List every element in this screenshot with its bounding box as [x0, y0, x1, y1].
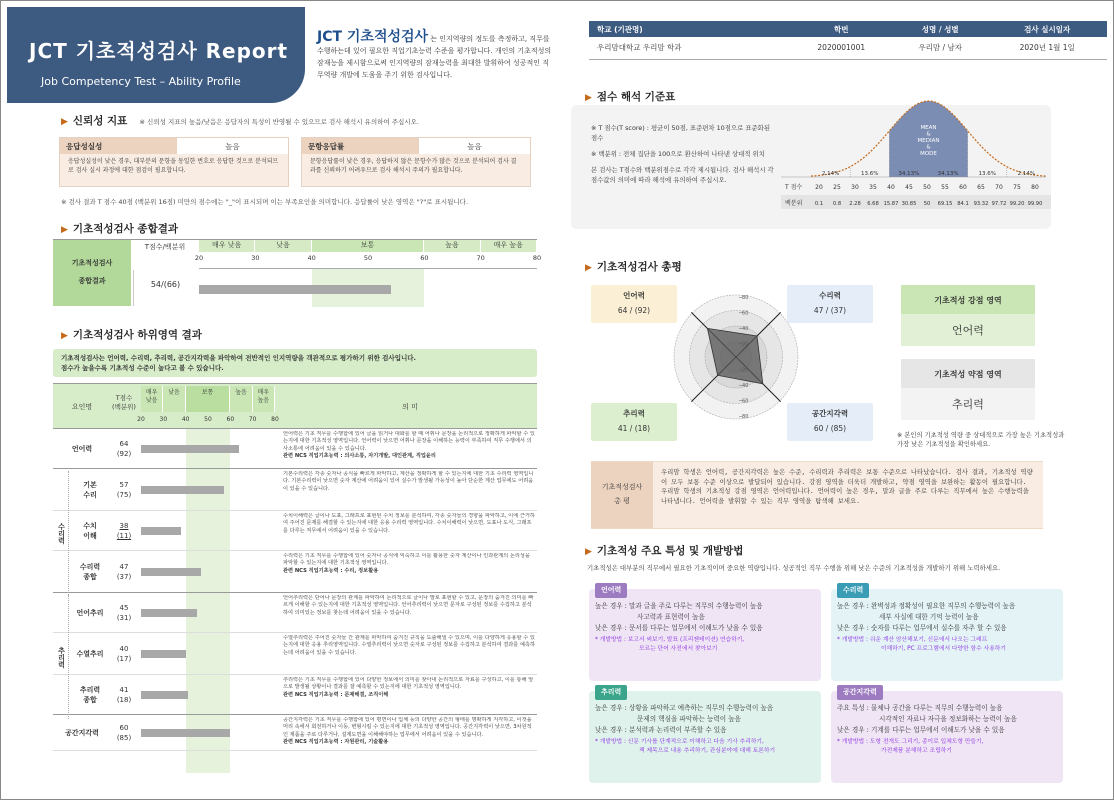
dev-card-method2: 이해하기, PC 프로그램에서 다양한 함수 사용하기 [881, 646, 1006, 652]
percentile-value: 93.32 [973, 201, 989, 207]
reliability-value: 높음 [177, 138, 288, 154]
sub-table-header [53, 383, 537, 429]
overall-tick: 30 [251, 254, 260, 262]
overall-label-1: 기초적성검사 [71, 259, 113, 267]
summary-label: 기초적성검사 총 평 [591, 462, 653, 528]
t-score-value: 45 [905, 184, 913, 191]
sub-level-label: 매우 낮음 [141, 386, 163, 412]
overall-tick: 60 [420, 254, 429, 262]
radar-tick: ─20 [739, 367, 749, 374]
sub-row-t: 40 [119, 645, 129, 653]
reliability-label: 응답성실성 [60, 138, 177, 154]
sub-header-meaning: 의 미 [402, 403, 418, 411]
sub-row-p: (31) [116, 614, 132, 622]
sub-level-label: 매우 높음 [253, 386, 275, 412]
sub-tick: 50 [204, 416, 212, 423]
dev-intro: 기초적성은 대부분의 직무에서 필요한 기초적이며 중요한 역량입니다. 성공적인 직무 수행을 위해 낮은 수준의 기초적성을 개발하기 위해 노력하세요. [587, 564, 1001, 572]
dev-card-high: 높은 경우 : 말과 글을 주로 다루는 직무의 수행능력이 높음 [595, 602, 763, 610]
overall-table [53, 239, 542, 305]
dev-card [589, 688, 821, 783]
percentile-value: 15.87 [883, 201, 899, 207]
reliability-note: ※ 신뢰성 지표의 높음/낮음은 응답자의 특성이 반영될 수 있으므로 검사 해석시 유의하여 주십시오. [139, 118, 419, 126]
sub-row-meaning [283, 635, 535, 674]
radar-corner-name: 언어력 [623, 291, 645, 300]
overall-title: ▶ 기초적성검사 종합결과 [61, 221, 178, 236]
sub-row-ncs: 관련 NCS 직업기초능력 : 의사소통, 자기개발, 대인관계, 직업윤리 [283, 453, 436, 460]
sub-row-name: 수리력 종합 [79, 563, 101, 581]
percentile-value: 84.1 [957, 201, 969, 207]
radar-corner-box [787, 285, 873, 323]
radar-tick: ─80 [739, 414, 749, 420]
percentile-value: 50 [923, 201, 931, 207]
sub-group-math: 수리력 [55, 471, 69, 595]
overall-tick: 70 [476, 254, 485, 262]
sub-row-meaning-text: 언어추리력은 단어나 문장의 관계를 파악하여 논리적으로 글이나 말로 표현할 수 있고, 문장의 숨겨진 의미를 빠르게 이해할 수 있는지에 대한 기초적성 영역입니다. 언어추리력이 낮으면 문자로 구성된 정보를 수집하고 분석하여 의미있는 정보를 찾는데 어려움이 있을 수 있습니다. [283, 595, 534, 616]
sub-row-score [109, 685, 139, 705]
dev-card-label: 추리력 [595, 685, 627, 700]
sub-row [53, 469, 537, 511]
curve-percent: 34.13% [937, 171, 959, 177]
dev-card-method: * 개발방법 : 도형 전개도 그리기, 종이로 입체도형 만들기, [837, 739, 984, 745]
overall-col-header: T점수/백분위 [144, 243, 186, 251]
student-value: 우리맘 / 남자 [918, 43, 962, 53]
radar-tick: ─60 [739, 310, 749, 317]
sub-level-label: 높음 [230, 386, 252, 412]
overall-tick: 20 [194, 254, 204, 262]
percentile-value: 69.15 [937, 201, 953, 207]
overall-label-2: 종합결과 [78, 277, 106, 285]
student-value: 2020001001 [817, 43, 866, 53]
student-header: 검사 실시일자 [1024, 24, 1071, 34]
radar-corner-name: 추리력 [623, 409, 645, 418]
sub-row-ncs: 관련 NCS 직업기초능력 : 수리, 정보활용 [283, 567, 379, 574]
sub-row-score [109, 521, 139, 541]
percentile-value: 2.28 [849, 201, 861, 207]
sub-row-score [109, 439, 139, 459]
sub-table [53, 383, 537, 773]
curve-percent: 13.6% [861, 171, 879, 177]
sub-row-p: (18) [116, 696, 132, 704]
student-value: 우리맘대학교 우리맘 학과 [597, 43, 682, 53]
sub-row-name: 언어력 [71, 445, 93, 453]
dev-card-high: 높은 경우 : 완벽성과 정확성이 필요한 직무의 수행능력이 높음 [837, 602, 1016, 610]
t-score-value: 40 [887, 184, 895, 191]
percentile-value: 6.68 [867, 201, 879, 207]
overall-bar-area [199, 268, 537, 306]
sub-row-bar [141, 691, 188, 699]
percentile-value: 0.8 [832, 201, 842, 207]
sub-row-name: 언어추리 [76, 609, 104, 617]
t-score-value: 55 [941, 184, 949, 191]
dev-card-method2: 책 제목으로 내용 추리하기, 관심분야에 대해 토론하기 [639, 748, 776, 754]
dev-card-label: 공간지각력 [837, 685, 883, 700]
sub-row-bar [141, 527, 181, 535]
reliability-item-rate [301, 137, 531, 187]
radar-tick: ─80 [739, 295, 749, 301]
student-info-table [589, 21, 1107, 60]
reliability-value: 높음 [419, 138, 530, 154]
radar-corner-name: 공간지각력 [811, 409, 849, 418]
normal-curve-chart [781, 93, 1051, 223]
dev-card-label: 언어력 [595, 583, 627, 598]
sub-banner-line1: 기초적성검사는 언어력, 수리력, 추리력, 공간지각력을 파악하여 전반적인 인지역량을 객관적으로 평가하기 위한 검사입니다. [61, 354, 416, 362]
reliability-item-response [59, 137, 289, 187]
overall-score: 54/(66) [133, 270, 197, 306]
dev-card-low: 낮은 경우 : 숫자를 다루는 업무에서 실수를 자주 할 수 있음 [837, 624, 1007, 632]
student-header: 학교 (기관명) [597, 24, 643, 34]
interpret-note-body: 본 검사는 T점수와 백분위점수로 각각 제시됩니다. 검사 해석시 각 점수값의 의미에 따라 해석에 유의하여 주십시오. [591, 166, 774, 184]
overall-level-label: 매우 낮음 [199, 240, 255, 252]
curve-center-label: MEAN & MEDIAN & MODE [917, 125, 940, 157]
radar-corner-score: 60 / (85) [813, 424, 847, 433]
intro-body: 는 인지역량의 정도를 측정하고, 직무를 수행하는데 있어 필요한 직업기초능력 수준을 평가합니다. 개인의 기초적성의 잠재능을 제시함으로써 인지역량의 잠재능력을 최대한 발휘하여 성공적인 직무역량 개발에 도움을 주기 위한 검사입니다. [317, 35, 552, 79]
overall-level-label: 높음 [424, 240, 480, 252]
overall-level-label: 보통 [312, 240, 425, 252]
percentile-value: 99.90 [1027, 201, 1043, 207]
radar-tick: ─40 [739, 326, 749, 332]
strength-box [901, 285, 1035, 347]
sub-header-score: T점수 (백분위) [112, 394, 136, 411]
interpret-note-p: ※ 백분위 : 전체 집단을 100으로 환산하여 나타낸 상대적 위치 [591, 150, 765, 158]
radar-corner-box [591, 403, 677, 441]
weak-note: ※ 본인의 기초적성 역량 중 상대적으로 가장 높은 기초적성과 가장 낮은 기초적성을 확인하세요. [897, 432, 1065, 448]
dev-card-high2: 사고력과 표현력이 높음 [637, 613, 705, 621]
sub-row [53, 511, 537, 551]
dev-card-high2: 문제의 핵심을 파악하는 능력이 높음 [637, 715, 741, 723]
weak-title: 기초적성 약점 영역 [901, 359, 1035, 388]
percentile-value: 0.1 [814, 201, 824, 207]
sub-row-score [109, 480, 139, 500]
dev-card-method2: 모르는 단어 사전에서 찾아보기 [639, 646, 718, 652]
dev-card-high2: 시각적인 자료나 자극을 정보화하는 능력이 높음 [879, 715, 1017, 723]
overall-level-label: 매우 높음 [481, 240, 537, 252]
t-score-value: 75 [1013, 184, 1021, 191]
sub-row-meaning-text: 기본수리력은 각종 숫자나 공식을 빠르게 파악하고, 계산을 정확하게 할 수 있는지에 대한 기초 수리력 영역입니다. 기본수리력이 낮으면 숫자 계산에 어려움이 있어 실수가 발생될 가능성이 높아 단순한 계산 업무에도 어려움이 있을 수 있습니다. [283, 471, 534, 492]
sub-header-area: 요인명 [71, 403, 93, 411]
dev-card [831, 688, 1063, 783]
dev-card-low: 낮은 경우 : 문서를 다루는 업무에서 이해도가 낮을 수 있음 [595, 624, 763, 632]
radar-tick: ─60 [739, 398, 749, 405]
percentile-value: 30.85 [901, 201, 917, 207]
sub-level-label: 보통 [186, 386, 231, 412]
sub-row-name: 추리력 종합 [79, 686, 101, 704]
curve-percent: 2.14% [821, 171, 840, 177]
reliability-section [61, 113, 561, 128]
sub-row-meaning-text: 수열추리력은 주어진 숫자들 간 관계를 파악하여 숨겨진 규칙을 도출해낼 수 있으며, 이를 다양하게 응용할 수 있는지에 대한 응용 추리영역입니다. 수열추리력이 낮으면 숫자로 구성된 정보를 수집하고 분석하여 결과를 예측하는데 어려움이 있을 수 있습니다. [283, 635, 535, 656]
radar-tick: ─20 [739, 341, 749, 348]
student-value: 2020년 1월 1일 [1019, 43, 1075, 53]
summary-text: 우리맘 학생은 언어력, 공간지각력은 높은 수준, 수리력과 추리력은 보통 수준으로 나타났습니다. 검사 결과, 기초적성 역량이 모두 보통 수준 이상으로 발달되어 있습니다. 강점 영역을 더욱더 개발하고, 약점 영역을 보완하는 활동이 필요합니다. 우리맘 학생의 기초적성 강점 영역은 언어력입니다. 언어력이 높은 경우, 말과 글을 주로 다루는 직무에서 높은 수행능력을 나타냅니다. 언어력을 발휘할 수 있는 직무 영역을 탐색해 보세요. [661, 468, 1033, 505]
sub-row [53, 551, 537, 593]
total-title: ▶ 기초적성검사 총평 [585, 259, 682, 274]
sub-row-bar [141, 568, 201, 576]
sub-row-p: (17) [116, 655, 132, 663]
sub-row-meaning-text: 수리력은 기초 직무를 수행함에 있어 숫자나 공식에 익숙하고 이를 활용한 숫자 계산이나 인과관계의 논리성을 파악할 수 있는지에 대한 기초적성 영역입니다. [283, 553, 530, 567]
curve-percent: 13.6% [978, 171, 996, 177]
sub-row-bar [141, 729, 230, 737]
sub-row-meaning-text: 수치이해력은 글이나 도표, 그래프로 표현된 수치 정보를 분석하여, 각종 숫자들의 경향을 파악하고, 이에 근거하여 주어진 문제를 해결할 수 있는지에 대한 응용 수리력 영역입니다. 수치이해력이 낮으면, 도표나 도식, 그래프를 다루는 직무에서 어려움이 있을 수 있습니다. [283, 513, 535, 534]
sub-row [53, 675, 537, 715]
t-score-value: 60 [959, 184, 967, 191]
radar-corner-name: 수리력 [819, 291, 841, 300]
sub-row-bar [141, 609, 197, 617]
dev-card-high2: 세부 사실에 대한 기억 능력이 높음 [879, 613, 979, 621]
radar-tick: ─40 [739, 383, 749, 389]
sub-row-ncs: 관련 NCS 직업기초능력 : 자원관리, 기술활용 [283, 739, 389, 746]
sub-row-name: 기본 수리 [83, 481, 97, 499]
sub-row-t: 47 [119, 563, 129, 571]
radar-corner-score: 41 / (18) [617, 424, 651, 433]
sub-title: ▶ 기초적성검사 하위영역 결과 [61, 327, 202, 342]
sub-row-score [109, 644, 139, 664]
sub-banner-line2: 점수가 높을수록 기초적성 수준이 높다고 볼 수 있습니다. [61, 364, 224, 372]
interpret-title: ▶ 점수 해석 기준표 [585, 89, 675, 104]
sub-row-p: (85) [116, 734, 132, 742]
t-score-value: 50 [923, 184, 931, 191]
dev-title: ▶ 기초적성 주요 특성 및 개발방법 [585, 543, 743, 558]
percentile-value: 97.72 [991, 201, 1007, 207]
reliability-desc: 문항응답률이 낮은 경우, 응답하지 않은 문항수가 많은 것으로 분석되어 검사 결과를 신뢰하기 어려우므로 검사 해석시 주의가 필요합니다. [310, 158, 517, 174]
intro-heading: JCT 기초적성검사 [317, 29, 429, 45]
dev-card-low: 낮은 경우 : 분석력과 논리력이 부족할 수 있음 [595, 726, 727, 734]
sub-tick: 60 [226, 416, 235, 423]
sub-row [53, 715, 537, 751]
dev-card-method: * 개발방법 : 보고서 써보기, 발표 (프리젠테이션) 연습하기, [595, 637, 745, 643]
sub-row-name: 수열추리 [76, 650, 104, 658]
interpret-notes [591, 123, 777, 185]
percentile-value: 99.20 [1009, 201, 1025, 207]
percentile-label: 백분위 [785, 200, 803, 207]
dev-card-high: 주요 특성 : 물체나 공간을 다루는 직무의 수행능력이 높음 [837, 704, 1003, 712]
t-score-value: 65 [977, 184, 985, 191]
sub-row-name: 수치 이해 [83, 522, 97, 540]
radar-corner-score: 47 / (37) [813, 306, 847, 315]
strength-value: 언어력 [901, 314, 1035, 346]
dev-card-high: 높은 경우 : 상황을 파악하고 예측하는 직무의 수행능력이 높음 [595, 704, 774, 712]
overall-score-bar [199, 285, 391, 294]
sub-row-p: (92) [116, 450, 132, 458]
sub-row-meaning [283, 553, 535, 592]
report-subtitle: Job Competency Test – Ability Profile [41, 75, 241, 88]
reliability-desc: 응답성실성이 낮은 경우, 대부분의 문항을 동일한 번호로 응답한 것으로 분석되므로 검사 실시 과정에 대한 점검이 필요합니다. [68, 158, 279, 174]
title-banner [7, 7, 305, 103]
sub-row-meaning [283, 513, 535, 550]
strength-title: 기초적성 강점 영역 [901, 285, 1035, 314]
t-score-label: T 점수 [785, 184, 803, 191]
student-header: 성명 / 성별 [921, 24, 959, 34]
weak-box [901, 359, 1035, 421]
overall-tick: 80 [532, 254, 542, 262]
sub-row-score [109, 723, 139, 743]
overall-row-label [53, 240, 131, 306]
curve-percent: 34.13% [898, 171, 920, 177]
sub-row-score [109, 562, 139, 582]
sub-row-meaning [283, 471, 535, 510]
report-title: JCT 기초적성검사 Report [29, 39, 289, 63]
intro-text [317, 31, 553, 81]
overall-ticks [194, 254, 542, 266]
sub-row-p: (37) [116, 573, 132, 581]
weak-value: 추리력 [901, 388, 1035, 420]
sub-row-meaning-text: 언어력은 기초 직무를 수행함에 있어 글을 읽거나 대화를 할 때 어휘나 문장을 논리적으로 정확하게 파악할 수 있는지에 대한 기초적성 영역입니다. 언어력이 낮으면 어휘나 문장을 이해하는 능력이 부족하여 직무 수행에서 의사소통에 어려움이 있을 수 있습니다. [283, 431, 535, 452]
t-score-value: 35 [869, 184, 877, 191]
sub-row-t: 41 [119, 686, 129, 694]
sub-row-meaning [283, 595, 535, 632]
sub-tick: 70 [248, 416, 257, 423]
t-score-value: 30 [851, 184, 859, 191]
sub-row-t: 45 [119, 604, 129, 612]
summary-box [591, 461, 1043, 529]
sub-row-meaning-text: 추리력은 기초 직무를 수행함에 있어 다양한 정보에서 의미를 찾아내 논리적으로 자료를 구성하고, 이를 통해 앞으로 발생될 상황이나 결과를 잘 예측할 수 있는지에 대한 기초적성 영역입니다. [283, 677, 534, 691]
dev-card [589, 586, 821, 681]
t-score-value: 25 [833, 184, 841, 191]
curve-percent: 2.14% [1017, 171, 1036, 177]
sub-row-name: 공간지각력 [65, 729, 99, 737]
sub-tick: 20 [137, 416, 145, 423]
sub-row-t: 60 [119, 724, 129, 732]
sub-tick: 80 [271, 416, 279, 423]
t-score-value: 80 [1031, 184, 1039, 191]
radar-corner-box [787, 403, 873, 441]
overall-level-label: 낮음 [255, 240, 311, 252]
dev-card [831, 586, 1063, 681]
t-score-value: 70 [995, 184, 1003, 191]
sub-level-label: 낮음 [163, 386, 185, 412]
interpret-note-t: ※ T 점수(T score) : 평균이 50점, 표준편차 10점으로 표준화된 점수 [591, 124, 770, 142]
sub-row-t: 57 [119, 481, 129, 489]
sub-row-bar [141, 486, 224, 494]
overall-levels [199, 240, 537, 252]
sub-row-t: 64 [119, 440, 129, 448]
dev-card-method: * 개발방법 : 신문 기사를 단계적으로 이해하고 다음 기사 추리하기, [595, 739, 764, 745]
radar-corner-box [591, 285, 677, 323]
overall-tick: 50 [363, 254, 373, 262]
reliability-footnote: ※ 검사 결과 T 점수 40점 (백분위 16점) 미만의 점수에는 "_"이 표시되며 이는 부족요인을 의미합니다. 응답률이 낮은 영역은 "?"로 표시됩니다. [61, 198, 469, 206]
sub-row [53, 593, 537, 633]
t-score-value: 20 [815, 184, 823, 191]
dev-card-low: 낮은 경우 : 기계를 다루는 업무에서 이해도가 낮을 수 있음 [837, 726, 1005, 734]
sub-row-p: (11) [116, 532, 132, 540]
sub-tick: 30 [159, 416, 168, 423]
sub-row [53, 633, 537, 675]
sub-banner [53, 349, 537, 377]
sub-group-reason: 추리력 [55, 595, 69, 719]
sub-row-score [109, 603, 139, 623]
sub-row-meaning-text: 공간지각력은 기초 직무를 수행함에 있어 평면이나 입체 등의 다양한 공간의 형태를 명확하게 지각하고, 이것을 머리 속에서 회전하거나 이동, 변형시킬 수 있는지에 대한 기초적성 영역입니다. 공간지각력이 낮으면, 3차원적인 제품을 주로 다루거나, 설계도면을 이해해야하는 업무에서 어려움이 있을 수 있습니다. [283, 717, 532, 738]
dev-card-label: 수리력 [837, 583, 869, 598]
sub-row-bar [141, 445, 239, 453]
dev-card-method2: 가전제품 분해하고 조립하기 [881, 748, 952, 754]
overall-tick: 40 [307, 254, 316, 262]
sub-row-t: 38 [119, 522, 129, 530]
reliability-title: ▶ 신뢰성 지표 [61, 115, 127, 127]
sub-row-meaning [283, 677, 535, 714]
radar-corner-score: 64 / (92) [617, 306, 651, 315]
dev-card-method: * 개발방법 : 쉬운 계산 암산해보기, 신문에서 나오는 그래프 [837, 637, 988, 643]
sub-tick: 40 [181, 416, 190, 423]
sub-row-meaning [283, 431, 535, 468]
sub-row-meaning [283, 717, 535, 750]
student-header: 학번 [834, 24, 849, 34]
sub-row-ncs: 관련 NCS 직업기초능력 : 문제해결, 조직이해 [283, 691, 389, 698]
reliability-label: 문항응답률 [302, 138, 419, 154]
sub-row-p: (75) [116, 491, 132, 499]
sub-row-bar [141, 650, 186, 658]
sub-row [53, 429, 537, 469]
